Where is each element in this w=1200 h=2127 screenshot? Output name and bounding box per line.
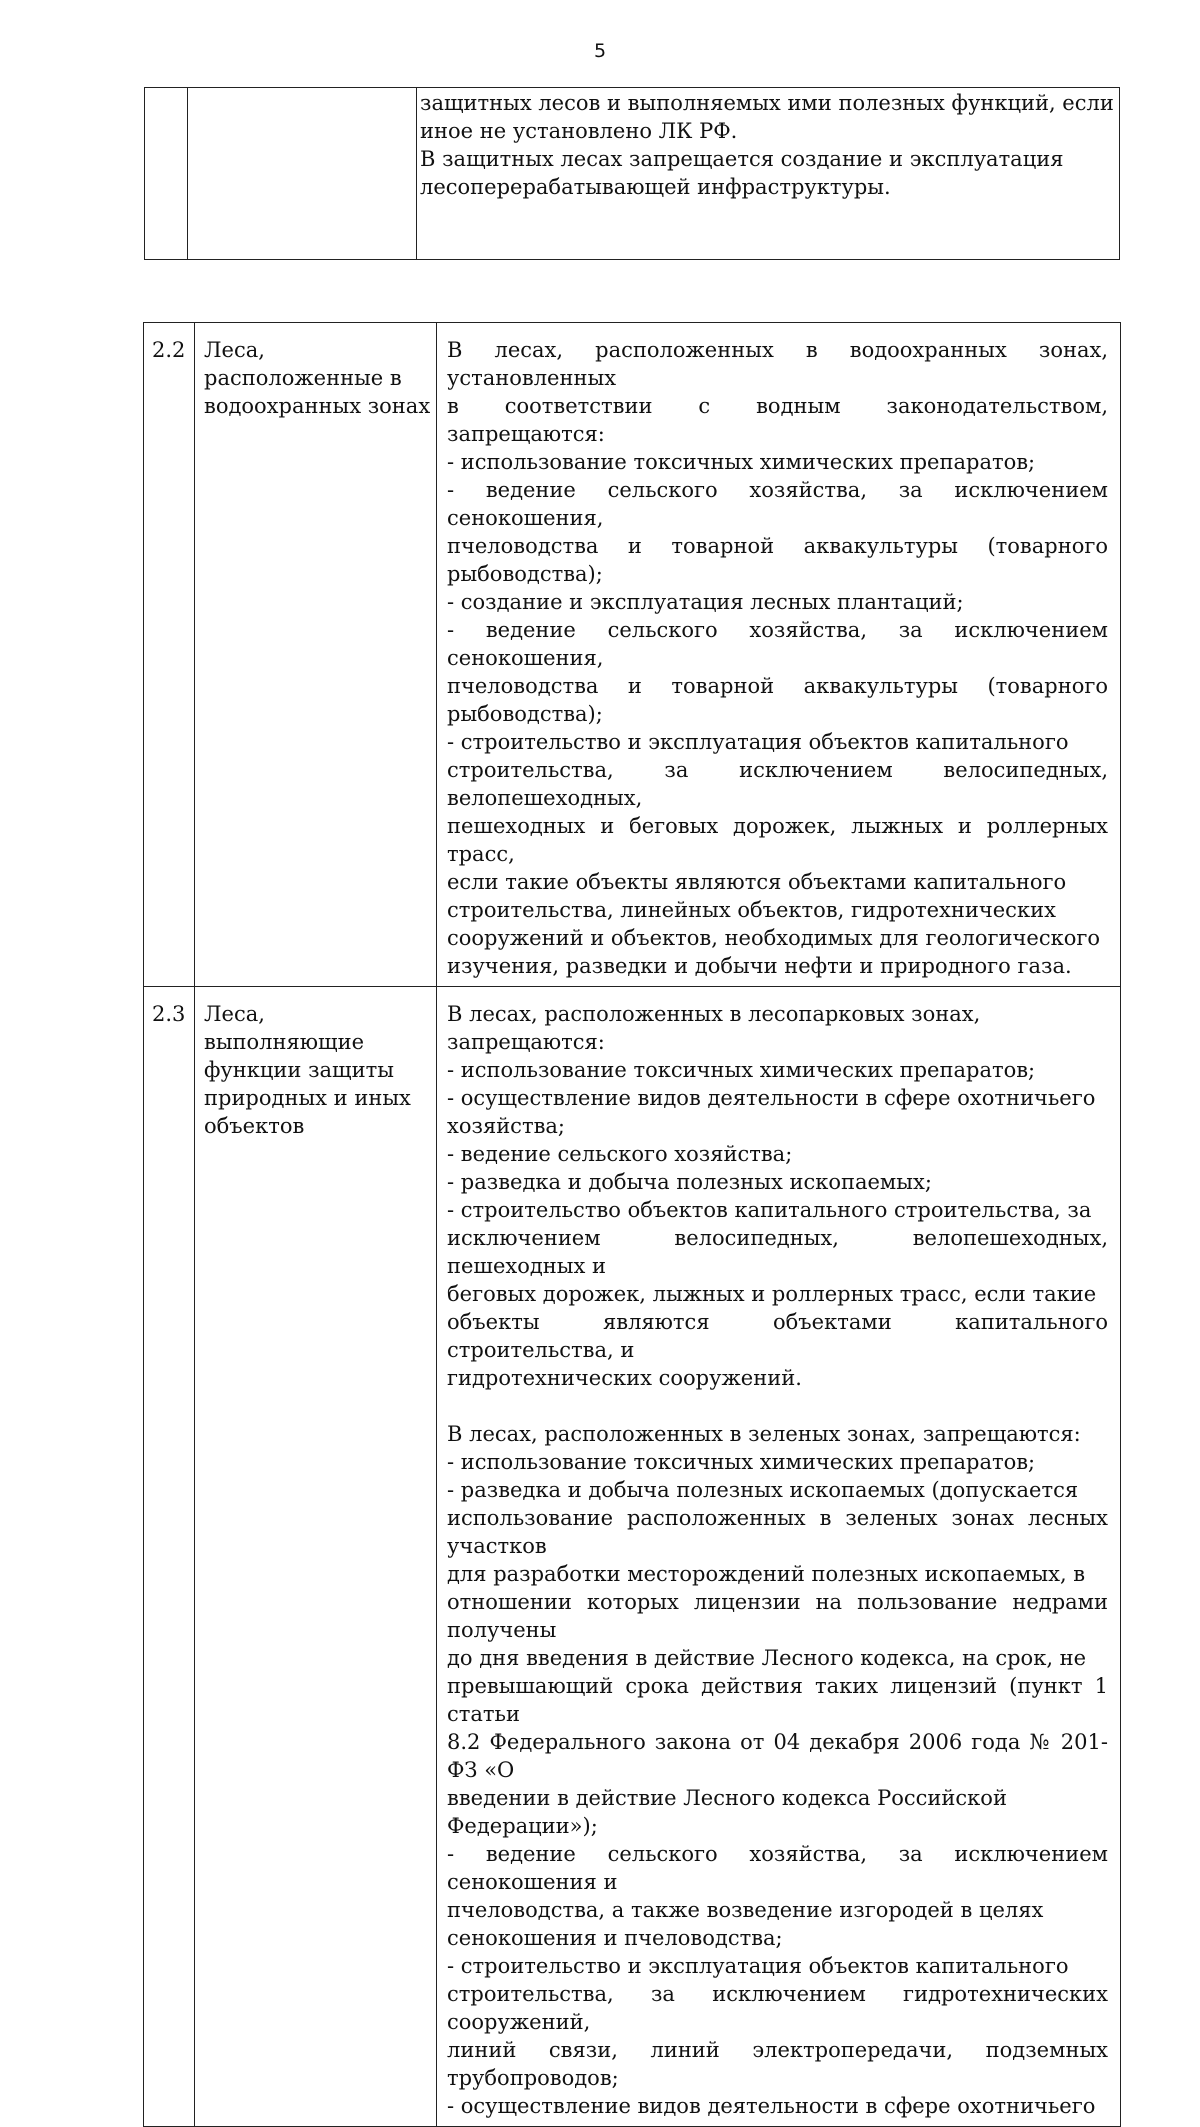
text-line: - осуществление видов деятельности в сфере охотничьего [447,1086,1096,1110]
text-line: гидротехнических сооружений. [447,1366,802,1390]
text-line: - ведение сельского хозяйства, за исключением сенокошения, [447,618,1108,670]
table-row [144,323,1121,987]
page-number: 5 [593,40,607,62]
content-cell [417,88,1120,260]
row-content [437,987,1121,2127]
text-line: - использование токсичных химических препаратов; [447,1058,1036,1082]
row-label [195,987,437,2127]
label-line: расположенные в [204,366,402,390]
paragraph-gap [447,1392,1108,1420]
row-content [437,323,1121,987]
text-line: превышающий срока действия таких лицензий (пункт 1 статьи [447,1674,1108,1726]
text-line: иное не установлено ЛК РФ. [420,119,738,143]
text-line: отношении которых лицензии на пользование недрами получены [447,1590,1108,1642]
text-line: - ведение сельского хозяйства, за исключением сенокошения и [447,1842,1108,1894]
text-line: для разработки месторождений полезных ископаемых, в [447,1562,1086,1586]
text-line: строительства, за исключением велосипедных, велопешеходных, [447,758,1108,810]
text-line: - создание и эксплуатация лесных плантаций; [447,590,964,614]
text-line: линий связи, линий электропередачи, подземных трубопроводов; [447,2038,1108,2090]
text-line: в соответствии с водным законодательством, запрещаются: [447,394,1108,446]
text-line: - разведка и добыча полезных ископаемых; [447,1170,932,1194]
label-line: объектов [204,1114,305,1138]
text-line: В лесах, расположенных в лесопарковых зонах, запрещаются: [447,1002,981,1054]
label-line: Леса, [204,1002,265,1026]
table-row [145,88,1120,260]
row-label [195,323,437,987]
label-line: выполняющие [204,1030,364,1054]
text-line: введении в действие Лесного кодекса Российской Федерации»); [447,1786,1007,1838]
text-line: если такие объекты являются объектами капитального [447,870,1067,894]
text-line: В защитных лесах запрещается создание и эксплуатация [420,147,1064,171]
text-line: - разведка и добыча полезных ископаемых (допускается [447,1478,1079,1502]
text-line: - осуществление видов деятельности в сфере охотничьего [447,2094,1096,2118]
text-line: сенокошения и пчеловодства; [447,1926,783,1950]
text-line: - использование токсичных химических препаратов; [447,450,1036,474]
text-line: объекты являются объектами капитального строительства, и [447,1310,1108,1362]
restrictions-table [143,322,1121,2127]
text-line: изучения, разведки и добычи нефти и природного газа. [447,954,1072,978]
text-line: пчеловодства и товарной аквакультуры (товарного рыбоводства); [447,534,1108,586]
text-line: - строительство и эксплуатация объектов капитального [447,1954,1069,1978]
label-line: водоохранных зонах [204,394,431,418]
text-line: пчеловодства и товарной аквакультуры (товарного рыбоводства); [447,674,1108,726]
table-row [144,987,1121,2127]
text-line: строительства, за исключением гидротехнических сооружений, [447,1982,1108,2034]
text-line: до дня введения в действие Лесного кодекса, на срок, не [447,1646,1087,1670]
content-text [420,89,1119,201]
text-line: сооружений и объектов, необходимых для геологического [447,926,1100,950]
text-line: - использование токсичных химических препаратов; [447,1450,1036,1474]
text-line: пешеходных и беговых дорожек, лыжных и роллерных трасс, [447,814,1108,866]
text-line: использование расположенных в зеленых зонах лесных участков [447,1506,1108,1558]
continuation-table [144,87,1120,260]
text-line: В лесах, расположенных в водоохранных зонах, установленных [447,338,1108,390]
text-line: В лесах, расположенных в зеленых зонах, запрещаются: [447,1422,1081,1446]
label-line: Леса, [204,338,265,362]
label-line: природных и иных [204,1086,411,1110]
text-line: - строительство и эксплуатация объектов капитального [447,730,1069,754]
text-line: 8.2 Федерального закона от 04 декабря 2006 года № 201-ФЗ «О [447,1730,1108,1782]
row-number: 2.3 [144,987,195,2127]
text-line: лесоперерабатывающей инфраструктуры. [420,175,891,199]
text-line: исключением велосипедных, велопешеходных, пешеходных и [447,1226,1108,1278]
label-line: функции защиты [204,1058,394,1082]
text-line: пчеловодства, а также возведение изгородей в целях [447,1898,1044,1922]
text-line: - ведение сельского хозяйства, за исключением сенокошения, [447,478,1108,530]
text-line: защитных лесов и выполняемых ими полезных функций, если [420,91,1114,115]
text-line: - ведение сельского хозяйства; [447,1142,793,1166]
text-line: беговых дорожек, лыжных и роллерных трасс, если такие [447,1282,1097,1306]
number-cell [145,88,188,260]
text-line: строительства, линейных объектов, гидротехнических [447,898,1056,922]
row-number: 2.2 [144,323,195,987]
text-line: хозяйства; [447,1114,565,1138]
text-line: - строительство объектов капитального строительства, за [447,1198,1092,1222]
label-cell [188,88,417,260]
